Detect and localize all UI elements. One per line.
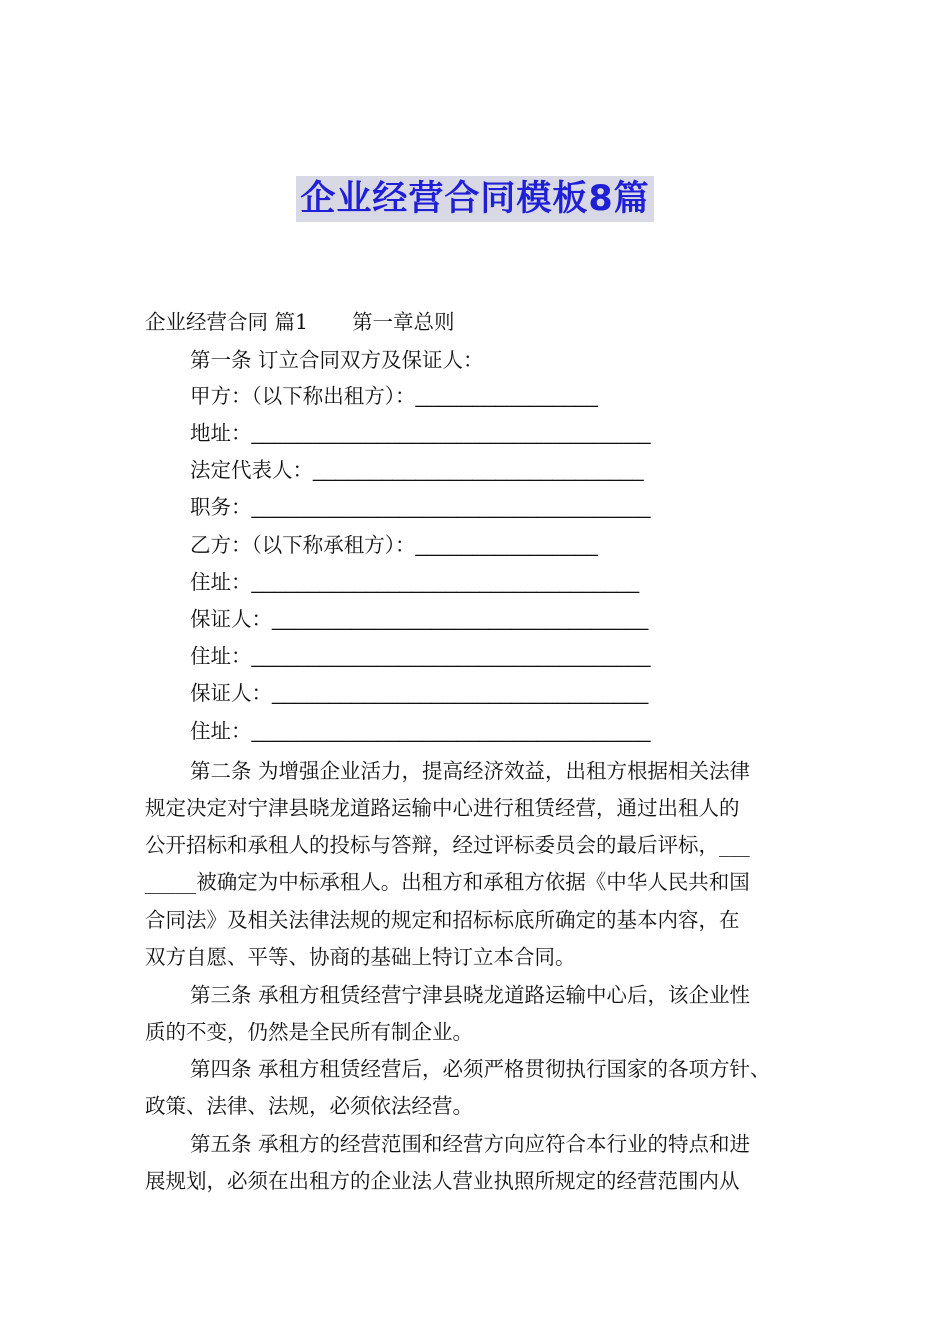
- document-title: 企业经营合同模板8篇: [296, 176, 653, 222]
- paragraph-line: _____被确定为中标承租人。出租方和承租方依据《中华人民共和国: [145, 870, 750, 894]
- party-a-field: 甲方：（以下称出租方）：________________: [190, 385, 598, 408]
- heading-line: [145, 308, 455, 336]
- paragraph-line: 第三条 承租方租赁经营宁津县晓龙道路运输中心后，该企业性: [190, 983, 751, 1007]
- paragraph-line: 第二条 为增强企业活力，提高经济效益，出租方根据相关法律: [190, 759, 751, 783]
- paragraph-line: 双方自愿、平等、协商的基础上特订立本合同。: [145, 945, 576, 969]
- paragraph-line: 展规划，必须在出租方的企业法人营业执照所规定的经营范围内从: [145, 1169, 740, 1193]
- paragraph-line: 规定决定对宁津县晓龙道路运输中心进行租赁经营，通过出租人的: [145, 796, 740, 820]
- residence-field: 住址：__________________________________: [190, 571, 640, 594]
- paragraph-line: 合同法》及相关法律法规的规定和招标标底所确定的基本内容，在: [145, 908, 740, 932]
- paragraph-line: 政策、法律、法规，必须依法经营。: [145, 1094, 473, 1118]
- paragraph-line: 公开招标和承租人的投标与答辩，经过评标委员会的最后评标，___: [145, 833, 750, 857]
- contract-label: 企业经营合同 篇1: [145, 310, 309, 334]
- guarantor-field: 保证人：_________________________________: [190, 682, 649, 705]
- chapter-title: 第一章总则: [352, 310, 455, 334]
- paragraph-line: 质的不变，仍然是全民所有制企业。: [145, 1020, 473, 1044]
- paragraph-line: 第五条 承租方的经营范围和经营方向应符合本行业的特点和进: [190, 1132, 751, 1156]
- party-b-field: 乙方：（以下称承租方）：________________: [190, 534, 598, 557]
- legal-rep-field: 法定代表人：_____________________________: [190, 459, 644, 482]
- article-1-heading: 第一条 订立合同双方及保证人：: [190, 348, 484, 372]
- address-field: 地址：___________________________________: [190, 422, 651, 445]
- paragraph-line: 第四条 承租方租赁经营后，必须严格贯彻执行国家的各项方针、: [190, 1057, 771, 1081]
- guarantor-field: 保证人：_________________________________: [190, 608, 649, 631]
- residence-field: 住址：___________________________________: [190, 645, 651, 668]
- document-title-wrap: [0, 176, 950, 222]
- position-field: 职务：___________________________________: [190, 496, 651, 519]
- residence-field: 住址：___________________________________: [190, 720, 651, 743]
